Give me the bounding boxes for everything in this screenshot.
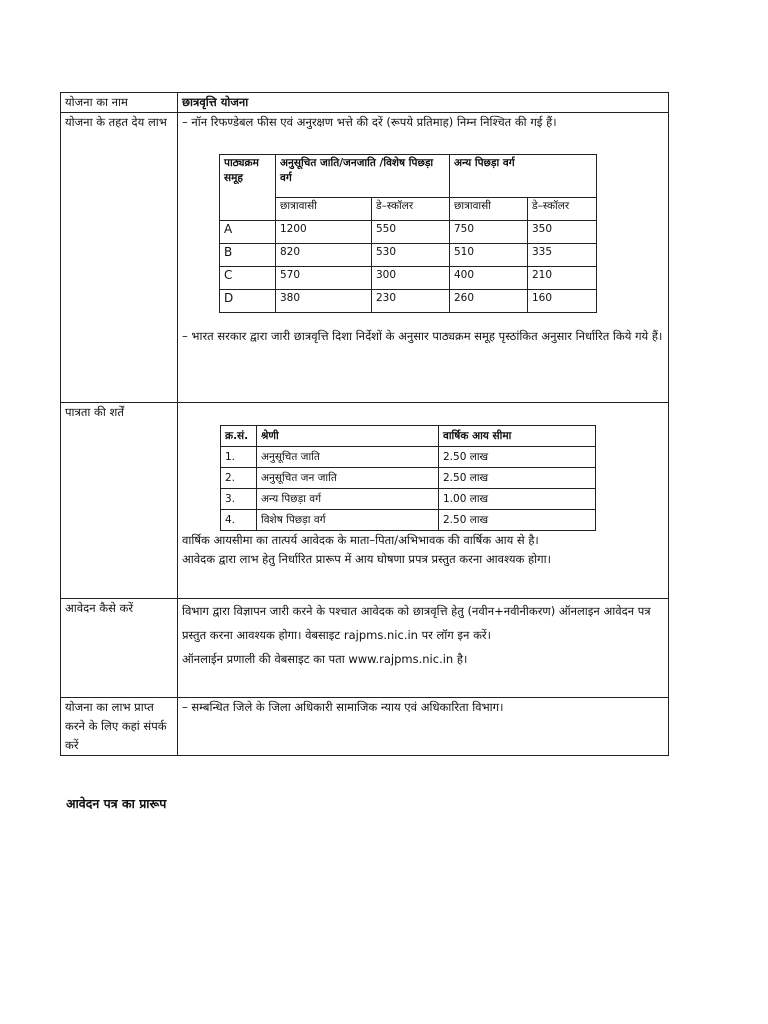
scheme-info-table <box>60 92 669 756</box>
apply-cell <box>178 599 669 698</box>
income-header-limit: वार्षिक आय सीमा <box>439 426 596 447</box>
fee-group-cell: B <box>220 244 276 267</box>
fee-value-cell: 380 <box>276 290 372 313</box>
fee-value-cell: 230 <box>372 290 450 313</box>
fee-value-cell: 510 <box>450 244 528 267</box>
fee-row <box>220 290 597 313</box>
benefit-row <box>61 113 669 403</box>
income-row <box>221 489 596 510</box>
fee-value-cell: 350 <box>528 221 597 244</box>
apply-instructions: विभाग द्वारा विज्ञापन जारी करने के पश्चात आवेदक को छात्रवृत्ति हेतु (नवीन+नवीनीकरण) ऑनलाइन आवेदन पत्र प्रस्तुत करना आवश्यक होगा। वेबसाइट rajpms.nic.in पर लॉग इन करें। <box>182 604 651 642</box>
fee-subheader: छात्रावासी <box>276 198 372 221</box>
income-header-category: श्रेणी <box>257 426 439 447</box>
eligibility-cell <box>178 403 669 599</box>
application-form-heading: आवेदन पत्र का प्रारूप <box>66 796 167 811</box>
fee-value-cell: 260 <box>450 290 528 313</box>
income-category-cell: विशेष पिछड़ा वर्ग <box>257 510 439 531</box>
income-row <box>221 468 596 489</box>
fee-subheader-row <box>220 198 597 221</box>
income-limit-cell: 2.50 लाख <box>439 447 596 468</box>
income-category-cell: अनुसूचित जन जाति <box>257 468 439 489</box>
fee-rate-table <box>219 154 597 313</box>
fee-value-cell: 160 <box>528 290 597 313</box>
apply-website: ऑनलाईन प्रणाली की वेबसाइट का पता www.rajpms.nic.in है। <box>182 652 468 666</box>
fee-value-cell: 335 <box>528 244 597 267</box>
benefit-label: योजना के तहत देय लाभ <box>61 113 178 403</box>
fee-value-cell: 210 <box>528 267 597 290</box>
income-header-sn: क्र.सं. <box>221 426 257 447</box>
contact-label: योजना का लाभ प्राप्त करने के लिए कहां संपर्क करें <box>61 698 178 756</box>
fee-subheader: डे–स्कॉलर <box>372 198 450 221</box>
fee-value-cell: 750 <box>450 221 528 244</box>
fee-value-cell: 550 <box>372 221 450 244</box>
fee-group-cell: A <box>220 221 276 244</box>
apply-row <box>61 599 669 698</box>
income-row <box>221 510 596 531</box>
eligibility-note-income: वार्षिक आयसीमा का तात्पर्य आवेदक के माता–पिता/अभिभावक की वार्षिक आय से है। <box>182 533 539 547</box>
fee-subheader: छात्रावासी <box>450 198 528 221</box>
income-category-cell: अन्य पिछड़ा वर्ग <box>257 489 439 510</box>
eligibility-label: पात्रता की शर्तें <box>61 403 178 599</box>
income-limit-table <box>220 425 596 531</box>
fee-value-cell: 1200 <box>276 221 372 244</box>
apply-label: आवेदन कैसे करें <box>61 599 178 698</box>
fee-value-cell: 570 <box>276 267 372 290</box>
income-sn-cell: 1. <box>221 447 257 468</box>
benefit-note: – भारत सरकार द्वारा जारी छात्रवृत्ति दिशा निर्देशों के अनुसार पाठ्यक्रम समूह पृस्ठांकित अनुसार निर्धारित किये गये हैं। <box>182 329 663 343</box>
fee-header-group: पाठ्यक्रम समूह <box>220 155 276 221</box>
fee-header-sc-st: अनुसूचित जाति/जनजाति /विशेष पिछड़ा वर्ग <box>276 155 450 198</box>
fee-group-cell: D <box>220 290 276 313</box>
income-header-row <box>221 426 596 447</box>
income-limit-cell: 2.50 लाख <box>439 468 596 489</box>
fee-value-cell: 400 <box>450 267 528 290</box>
income-limit-cell: 2.50 लाख <box>439 510 596 531</box>
income-row <box>221 447 596 468</box>
income-category-cell: अनुसूचित जाति <box>257 447 439 468</box>
fee-subheader: डे–स्कॉलर <box>528 198 597 221</box>
contact-value: – सम्बन्धित जिले के जिला अधिकारी सामाजिक न्याय एवं अधिकारिता विभाग। <box>178 698 669 756</box>
fee-value-cell: 820 <box>276 244 372 267</box>
contact-row <box>61 698 669 756</box>
fee-value-cell: 300 <box>372 267 450 290</box>
scheme-name-value: छात्रवृत्ति योजना <box>178 93 669 113</box>
benefit-intro: – नॉन रिफण्डेबल फीस एवं अनुरक्षण भत्ते की दरें (रूपये प्रतिमाह) निम्न निश्चित की गई हैं। <box>182 115 557 129</box>
fee-header-obc: अन्य पिछड़ा वर्ग <box>450 155 597 198</box>
scheme-name-label: योजना का नाम <box>61 93 178 113</box>
income-sn-cell: 2. <box>221 468 257 489</box>
fee-header-row <box>220 155 597 198</box>
eligibility-note-declaration: आवेदक द्वारा लाभ हेतु निर्धारित प्रारूप में आय घोषणा प्रपत्र प्रस्तुत करना आवश्यक होगा। <box>182 552 551 566</box>
fee-group-cell: C <box>220 267 276 290</box>
fee-row <box>220 221 597 244</box>
income-sn-cell: 4. <box>221 510 257 531</box>
benefit-cell <box>178 113 669 403</box>
fee-row <box>220 267 597 290</box>
income-limit-cell: 1.00 लाख <box>439 489 596 510</box>
fee-row <box>220 244 597 267</box>
scheme-name-row <box>61 93 669 113</box>
income-sn-cell: 3. <box>221 489 257 510</box>
eligibility-row <box>61 403 669 599</box>
fee-value-cell: 530 <box>372 244 450 267</box>
